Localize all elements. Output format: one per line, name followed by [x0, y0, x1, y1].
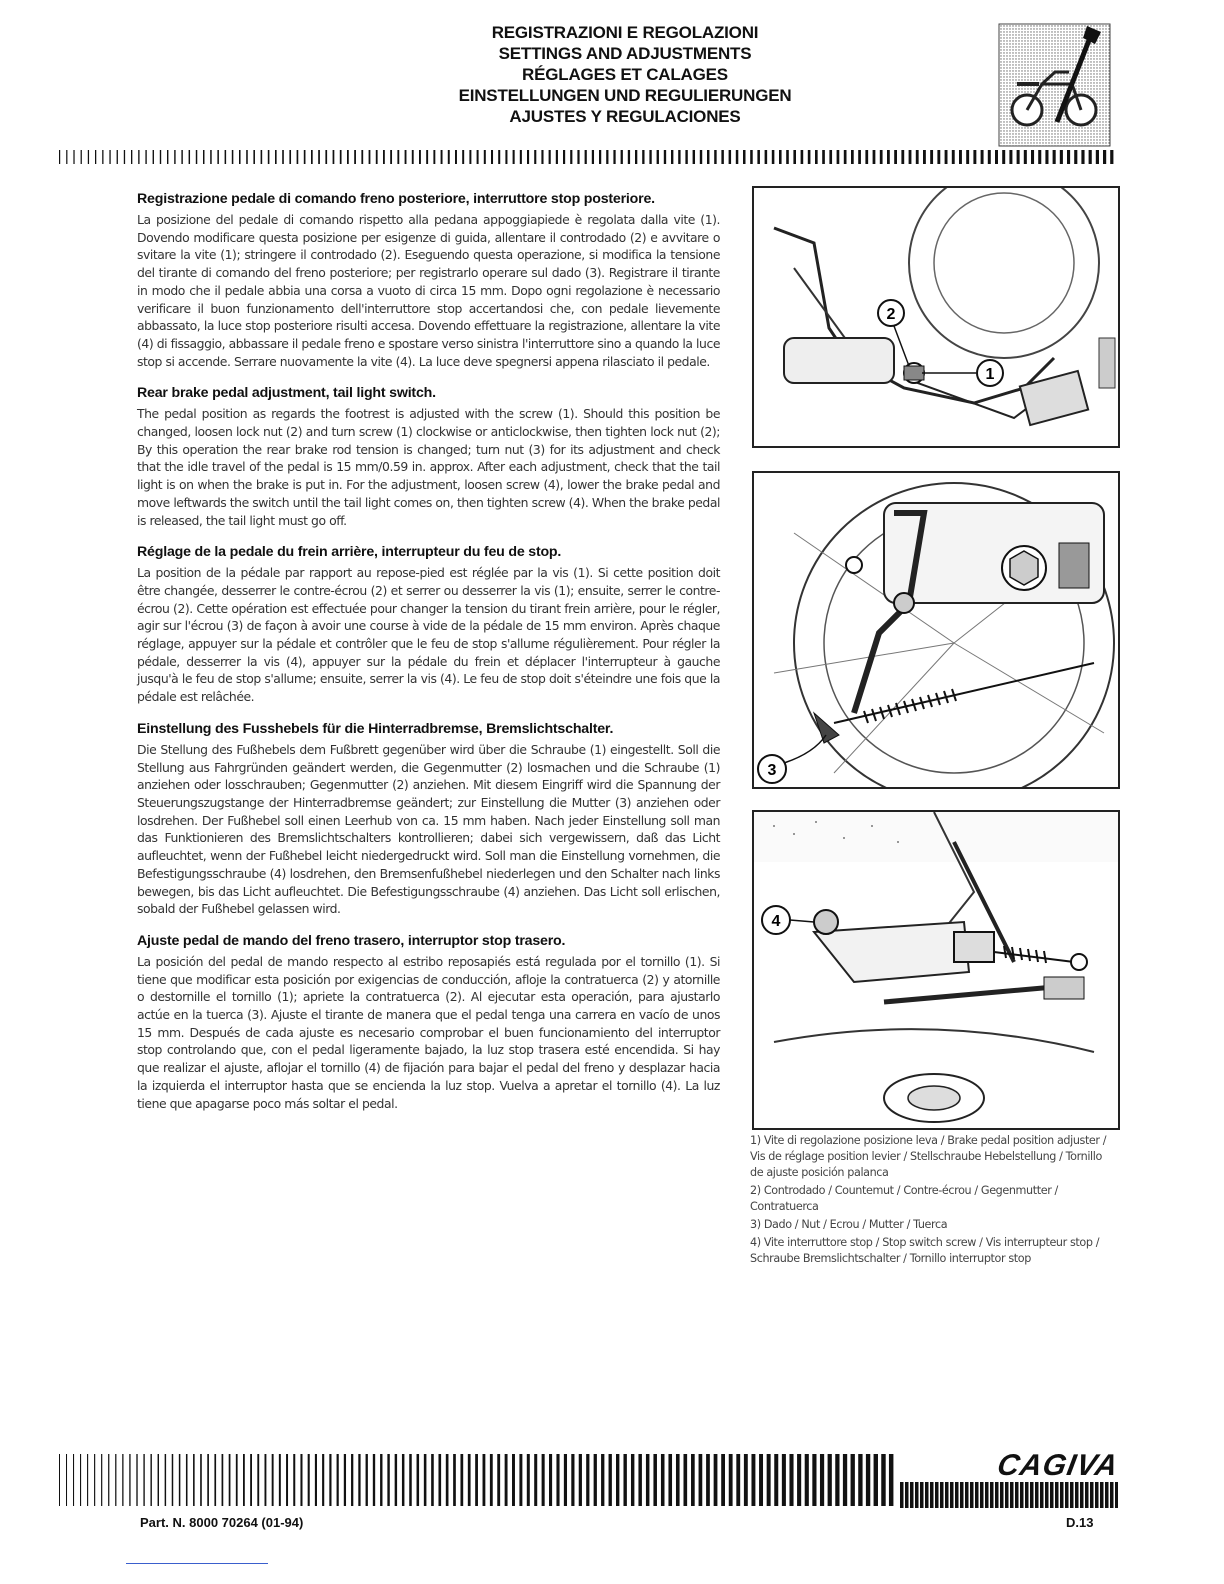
part-number: Part. N. 8000 70264 (01-94) [140, 1515, 304, 1530]
section-body: La posizione del pedale di comando rispetto alla pedana appoggiapiede è regolata dalla vite (1). Dovendo modificare questa posizione per esigenze di guida, allentare il controdado (2) e avvitare o svitare la vite (1); stringere il controdado (2). Eseguendo questa operazione, si modifica la tensione del tirante di comando del freno posteriore; per registrarlo operare sul dado (3). Registrare il tirante in modo che il pedale abbia una corsa a vuoto di circa 15 mm. Dopo ogni regolazione è necessario verificare il buon funzionamento dell'interruttore stop accertandosi che, con pedale lievemente abbassato, la luce stop posteriore risulti accesa. Dovendo effettuare la registrazione, allentare la vite (4) di fissaggio, abbassare il pedale freno e spostare verso sinistra l'interruttore sino a quando la luce stop si accende. Serrare nuovamente la vite (4). La luce deve spegnersi appena rilasciato il pedale. [137, 212, 720, 369]
legend-item: 1) Vite di regolazione posizione leva / Brake pedal position adjuster / Vis de réglage position levier / Stellschraube Hebelstellung / Tornillo de ajuste posición palanca [750, 1134, 1107, 1179]
footer-barcode-bar [57, 1454, 895, 1506]
instructions-text-column [137, 190, 720, 1126]
section-body: La posición del pedal de mando respecto al estribo reposapiés está regulada por el tornillo (1). Si tiene que modificar esta posición por exigencias de conducción, afloje la contratuerca (2) y atornille o destornille el tornillo (1); apriete la contratuerca (2). Al ejecutar esta operación, para ajustarlo actúe en la tuerca (3). Ajuste el tirante de manera que el pedal tenga una carrera en vacío de unos 15 mm. Después de cada ajuste es necesario comprobar el buen funcionamiento del interruptor stop controlando que, con el pedal ligeramente bajado, la luz stop trasera esté encendida. Si hay que realizar el ajuste, aflojar el tornillo (4) de fijación para bajar el pedal del freno y desplazar hacia la izquierda el interruptor hasta que se encienda la luz stop. Vuelva a apretar el tornillo (4). La luz tiene que apagarse poco más soltar el pedal. [137, 953, 720, 1111]
page-number: D.13 [1066, 1515, 1094, 1530]
page-header-titles [380, 22, 870, 127]
callout-label: 1 [985, 366, 995, 383]
figure-brake-rod-nut [752, 471, 1120, 789]
legend-item: 3) Dado / Nut / Ecrou / Mutter / Tuerca [750, 1218, 948, 1231]
section-german [137, 720, 720, 918]
section-italian [137, 190, 720, 370]
figure-legend [750, 1133, 1118, 1269]
section-body: Die Stellung des Fußhebels dem Fußbrett gegenüber wird über die Schraube (1) eingestellt. Soll die Stellung aus Fahrgründen geändert werden, die Gegenmutter (2) losmachen und die Schraube (1) anziehen oder losschrauben; Gegenmutter (2) anziehen. Mit diesem Eingriff wird die Spannung der Steuerungszugstange der Hinterradbremse geändert; zur Einstellung die Mutter (3) anziehen oder losdrehen. Der Fußhebel soll einen Leerhub von ca. 15 mm haben. Nach jeder Einstellung soll man das Funktionieren des Bremslichtschalters kontrollieren; dabei sich vergewissern, daß das Licht aufleuchtet, wenn der Fußhebel leicht niedergedruckt wird. Soll man die Einstellung vornehmen, die Befestigungsschraube (4) losdrehen, den Bremsenfußhebel niederlegen und den Schalter nach links bewegen, bis das Licht aufleuchtet. Die Befestigungsschraube (4) anziehen. Das Licht soll erlischen, sobald der Fußhebel gelassen wird. [137, 741, 720, 917]
motorcycle-wrench-icon [997, 22, 1112, 148]
title-spanish: AJUSTES Y REGULACIONES [509, 107, 741, 126]
section-spanish [137, 932, 720, 1112]
section-heading: Réglage de la pedale du frein arrière, interrupteur du feu de stop. [137, 544, 562, 561]
section-body: La position de la pédale par rapport au repose-pied est réglée par la vis (1). Si cette position doit être changée, desserrer le contre-écrou (2) et serrer ou desserrer la vis (1); ensuite, serrer le contre-écrou (2). Cette opération est effectuée pour changer la tension du tirant frein arrière, pour le régler, agir sur l'écrou (3) de façon à avoir une course à vide de la pédale de 15 mm environ. Après chaque réglage, appuyer sur la pédale et contrôler que le feu de stop s'allume régulièrement. Pour régler la pédale, desserrer la vis (4), appuyer sur la pédale du frein et déplacer l'interrupteur à gauche jusqu'à le feu de stop s'allume; ensuite, serrer la vis (4). Le feu de stop doit s'éteindre une fois que la pédale est relâchée. [137, 565, 720, 705]
title-french: RÉGLAGES ET CALAGES [522, 65, 728, 84]
title-italian: REGISTRAZIONI E REGOLAZIONI [491, 23, 759, 42]
section-heading: Einstellung des Fusshebels für die Hinterradbremse, Bremslichtschalter. [137, 720, 614, 737]
section-heading: Ajuste pedal de mando del freno trasero, interruptor stop trasero. [137, 932, 566, 949]
section-english [137, 384, 720, 529]
legend-item: 2) Controdado / Countemut / Contre-écrou / Gegenmutter / Contratuerca [750, 1184, 1058, 1213]
section-heading: Registrazione pedale di comando freno posteriore, interruttore stop posteriore. [137, 191, 655, 207]
title-english: SETTINGS AND ADJUSTMENTS [498, 44, 752, 63]
logo-bars [900, 1482, 1118, 1508]
title-german: EINSTELLUNGEN UND REGULIERUNGEN [458, 86, 792, 105]
callout-label: 3 [767, 762, 777, 779]
legend-item: 4) Vite interruttore stop / Stop switch screw / Vis interrupteur stop / Schraube Bremslichtschalter / Tornillo interruptor stop [750, 1236, 1100, 1265]
callout-label: 4 [771, 913, 781, 930]
figure-brake-pedal-adjuster [752, 186, 1120, 448]
footer-brand-block [900, 1449, 1121, 1508]
section-french [137, 543, 720, 706]
section-body: The pedal position as regards the footrest is adjusted with the screw (1). Should this position be changed, loosen lock nut (2) and turn screw (1) clockwise or anticlockwise, then tighten lock nut (2); By this operation the rear brake rod tension is changed; turn nut (3) for its adjustment and check that the idle travel of the pedal is 15 mm/0.59 in. approx. After each adjustment, check that the tail light is on when the brake is put in. For the adjustment, loosen screw (4), lower the brake pedal and move leftwards the switch until the tail light comes on, then tighten screw (4). When the brake pedal is released, the tail light must go off. [137, 406, 720, 528]
figure-stop-switch-screw [752, 810, 1120, 1130]
cagiva-logo: CAGIVA [994, 1449, 1121, 1482]
section-heading: Rear brake pedal adjustment, tail light switch. [137, 385, 436, 402]
callout-label: 2 [886, 306, 896, 323]
bottom-rule [126, 1563, 268, 1564]
decorative-tick-bar [57, 149, 1117, 165]
